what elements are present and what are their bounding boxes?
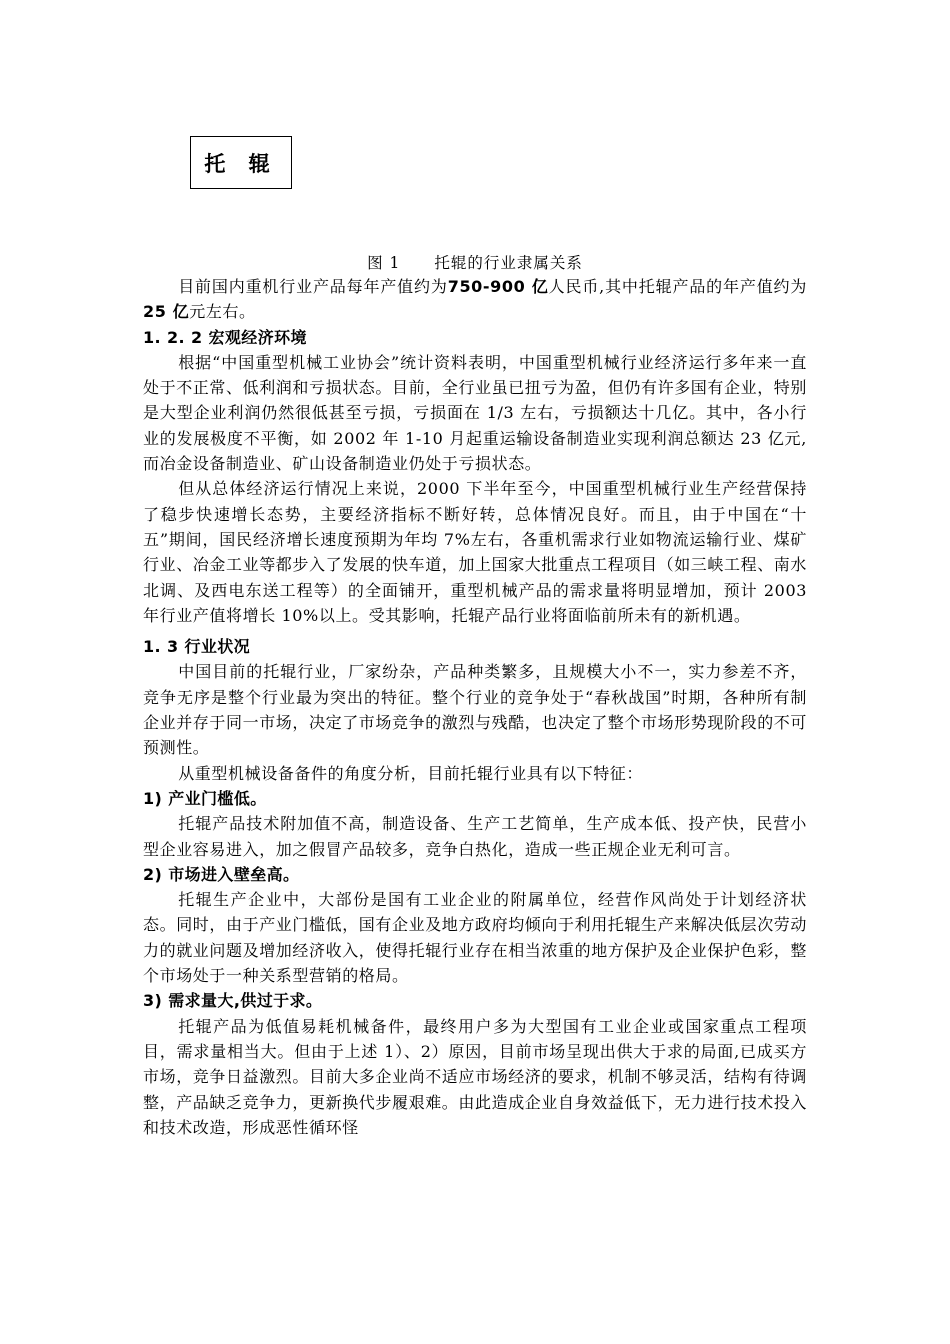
- intro-bold-value-1: 750-900 亿: [447, 277, 549, 296]
- paragraph-macro-2: 但从总体经济运行情况上来说，2000 下半年至今，中国重型机械行业生产经营保持了稳步快速增长态势，主要经济指标不断好转，总体情况良好。而且，由于中国在“十五”期间，国民经济增长速度预期为年均 7%左右，各重机需求行业如物流运输行业、煤矿行业、冶金工业等都步入了发展的快车道，加上国家大批重点工程项目（如三峡工程、南水北调、及西电东送工程等）的全面铺开，重型机械产品的需求量将明显增加，预计 2003 年行业产值将增长 10%以上。受其影响，托辊产品行业将面临前所未有的新机遇。: [143, 479, 808, 625]
- feature-heading-3: 3) 需求量大,供过于求。: [143, 991, 323, 1011]
- document-body: [143, 274, 807, 1140]
- intro-bold-value-2: 25 亿: [143, 302, 190, 322]
- figure-caption: [0, 251, 950, 273]
- intro-text-1: 目前国内重机行业产品每年产值约为: [178, 277, 448, 296]
- figure-caption-text: 托辊的行业隶属关系: [434, 254, 583, 272]
- feature-paragraph-3: 托辊产品为低值易耗机械备件，最终用户多为大型国有工业企业或国家重点工程项目，需求量相当大。但由于上述 1）、2）原因，目前市场呈现出供大于求的局面,已成买方市场，竞争日益激烈。目前大多企业尚不适应市场经济的要求，机制不够灵活，结构有待调整，产品缺乏竞争力，更新换代步履艰难。由此造成企业自身效益低下，无力进行技术投入和技术改造，形成恶性循环怪: [143, 1016, 808, 1137]
- feature-heading-2: 2) 市场进入壁垒高。: [143, 864, 300, 884]
- feature-paragraph-2: 托辊生产企业中，大部份是国有工业企业的附属单位，经营作风尚处于计划经济状态。同时，由于产业门槛低，国有企业及地方政府均倾向于利用托辊生产来解决低层次劳动力的就业问题及增加经济收入，使得托辊行业存在相当浓重的地方保护及企业保护色彩，整个市场处于一种关系型营销的格局。: [143, 890, 808, 986]
- paragraph-industry-2: 从重型机械设备备件的角度分析，目前托辊行业具有以下特征：: [178, 763, 643, 783]
- paragraph-industry-1: 中国目前的托辊行业，厂家纷杂，产品种类繁多，且规模大小不一，实力参差不齐，竞争无序是整个行业最为突出的特征。整个行业的竞争处于“春秋战国”时期，各种所有制企业并存于同一市场，决定了市场竞争的激烈与残酷，也决定了整个市场形势现阶段的不可预测性。: [143, 662, 808, 758]
- figure-caption-number: 图 1: [367, 254, 401, 272]
- intro-text-2: 人民币,其中托辊产品的年产值约为: [548, 277, 807, 296]
- section-heading-macro-environment: 1. 2. 2 宏观经济环境: [143, 327, 307, 347]
- paragraph-macro-1: 根据“中国重型机械工业协会”统计资料表明，中国重型机械行业经济运行多年来一直处于不正常、低利润和亏损状态。目前，全行业虽已扭亏为盈，但仍有许多国有企业，特别是大型企业利润仍然很低甚至亏损，亏损面在 1/3 左右，亏损额达十几亿。其中，各小行业的发展极度不平衡，如 2002 年 1-10 月起重运输设备制造业实现利润总额达 23 亿元,而冶金设备制造业、矿山设备制造业仍处于亏损状态。: [143, 352, 808, 474]
- section-heading-industry-status: 1. 3 行业状况: [143, 637, 251, 657]
- intro-paragraph: [143, 274, 807, 325]
- figure-box-idler: [190, 136, 292, 189]
- figure-box-label: 托 辊: [204, 151, 278, 176]
- feature-paragraph-1: 托辊产品技术附加值不高，制造设备、生产工艺简单，生产成本低、投产快，民营小型企业容易进入，加之假冒产品较多，竞争白热化，造成一些正规企业无利可言。: [143, 814, 807, 859]
- intro-text-3: 元左右。: [189, 302, 256, 322]
- feature-heading-1: 1) 产业门槛低。: [143, 788, 267, 808]
